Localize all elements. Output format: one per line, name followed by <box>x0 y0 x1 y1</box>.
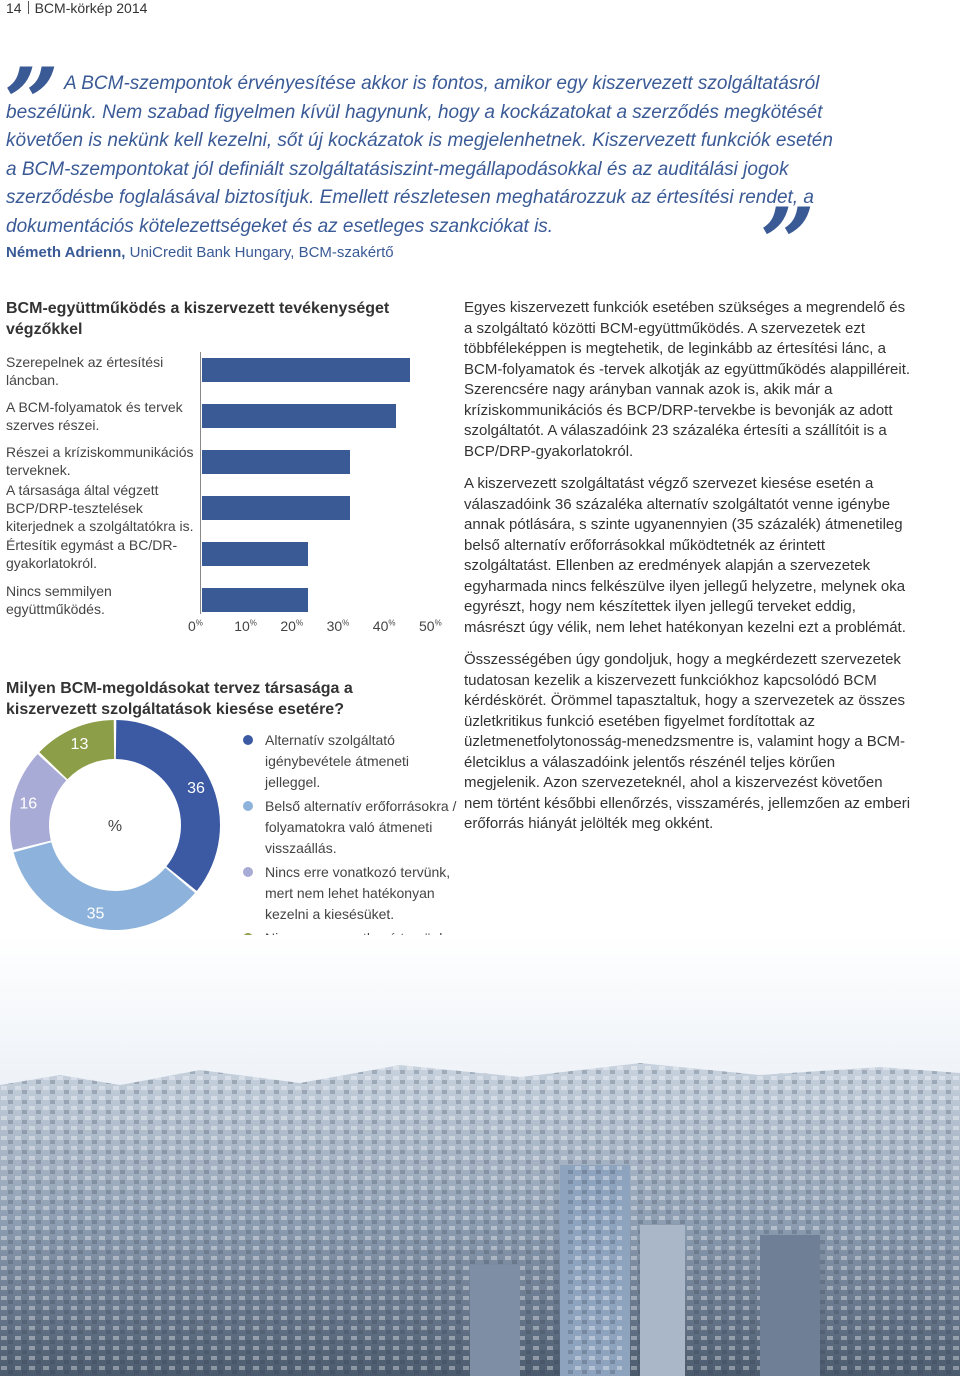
x-tick-label: 30% <box>326 618 350 634</box>
legend-label: Alternatív szolgáltató igénybevétele átmeneti jelleggel. <box>265 732 409 790</box>
quote-author <box>6 244 394 261</box>
legend-label: Nincs erre vonatkozó tervünk, mert nem lehet hatékonyan kezelni a kiesésüket. <box>265 864 451 922</box>
body-paragraph-3: Összességében úgy gondoljuk, hogy a megkérdezett szervezetek tudatosan kezelik a kiszervezett funkciókhoz kapcsolódó BCM kérdéskörét. Örömmel tapasztaltuk, hogy a szervezetek az összes üzletkritikus funkció esetében figyelmet fordítottak az üzletmenetfolytonosság-menedzsmentre is, valamint hogy a BCM-életciklus a válaszadóink jelentős részénél teljes körűen megjelenik. Azon szervezeteknél, ahol a kiszervezést követően nem történt későbbi ellenőrzés, visszamérés, jellemzően az emberi erőforrás hiányát jelölték meg okként. <box>464 651 911 832</box>
donut-chart-title: Milyen BCM-megoldásokat tervez társasága a kiszervezett szolgáltatások kiesése esetére? <box>6 680 353 718</box>
bar-chart-title: BCM-együttműködés a kiszervezett tevékenységet végzőkkel <box>6 300 390 338</box>
bar-label: A BCM-folyamatok és tervek szerves részei. <box>6 399 183 433</box>
donut-slice-value: 16 <box>19 795 38 813</box>
bar-label: Értesítik egymást a BC/DR-gyakorlatokról. <box>6 537 178 571</box>
bar-label: Szerepelnek az értesítési láncban. <box>6 354 164 388</box>
bar <box>202 404 396 428</box>
quote-author-name: Németh Adrienn, <box>6 244 126 261</box>
x-tick-label: 10% <box>234 618 257 634</box>
legend-item <box>243 862 458 925</box>
bar-label: A társasága által végzett BCP/DRP-tesztelések kiterjednek a szolgáltatókra is. <box>6 482 194 534</box>
legend-label: Belső alternatív erőforrásokra / folyamatokra való átmeneti visszaállás. <box>265 798 457 856</box>
donut-slice-value: 36 <box>187 779 205 797</box>
x-tick-label: 0% <box>188 618 203 634</box>
donut-slice-value: 35 <box>86 905 105 923</box>
legend-dot-icon <box>243 801 253 811</box>
donut-slice-value: 13 <box>70 735 89 753</box>
bar <box>202 588 308 612</box>
header-divider <box>28 1 29 14</box>
city-skyline-photo <box>0 935 960 1376</box>
bar <box>202 358 410 382</box>
body-paragraph-1: Egyes kiszervezett funkciók esetében szükséges a megrendelő és a szolgáltató közötti BCM-együttműködés. A szervezetek ezt többféleképpen is megtehetik, de leginkább az értesítési lánc, a BCM-folyamatok és -tervek alkotják az együttműködés alappilléreit. Szerencsére nagy arányban vannak azok is, akik már a kríziskommunikációs és BCP/DRP-tervekbe is bevonják az adott szolgáltatót. A válaszadóink 23 százaléka értesíti a szállítóit is a BCP/DRP-gyakorlatokról. <box>464 299 911 460</box>
bar-label: Nincs semmilyen együttműködés. <box>6 583 112 617</box>
legend-item <box>243 730 458 793</box>
bar-label: Részei a kríziskommunikációs terveknek. <box>6 444 194 478</box>
donut-slice <box>116 720 220 891</box>
bar <box>202 496 350 520</box>
page-header <box>6 0 147 16</box>
open-quote-icon: ” <box>4 47 60 160</box>
legend-item <box>243 796 458 859</box>
close-quote-icon: ” <box>760 187 816 300</box>
body-paragraph-2: A kiszervezett szolgáltatást végző szervezet kiesése esetén a válaszadóink 36 százaléka alternatív szolgáltatót venne igénybe annak pótlására, s szinte ugyanennyien (35 százalék) átmenetileg belső alternatív erőforrásokkal működtetnék az érintett szolgáltatást. Ellenben az eredmények alapján a szervezetek egyharmada nincs felkészülve ilyen jellegű helyzetre, melynek oka egyrészt, hogy nem készítettek ilyen jellegű terveket eddig, másrészt úgy vélik, nem lehet hatékonyan kezelni ezt a problémát. <box>464 475 906 636</box>
donut-center-label: % <box>107 818 123 835</box>
x-tick-label: 20% <box>280 618 304 634</box>
quote-author-role: UniCredit Bank Hungary, BCM-szakértő <box>125 244 394 261</box>
publication-title: BCM-körkép 2014 <box>34 0 148 16</box>
pull-quote-text: A BCM-szempontok érvényesítése akkor is fontos, amikor egy kiszervezett szolgáltatásról beszélünk. Nem szabad figyelmen kívül hagynunk, hogy a kockázatokat a szerződés megkötését követően is nekünk kell kezelni, sőt új kockázatok is megjelenhetnek. Kiszervezett funkciók esetén a BCM-szempontokat jól definiált szolgáltatásiszint-megállapodásokkal és az auditálási jogok szerződésbe foglalásával biztosítjuk. Emellett részletesen meghatározzuk az értesítési rendet, a dokumentációs kötelezettségeket és az esetleges szankciókat is. <box>6 73 833 237</box>
legend-dot-icon <box>243 735 253 745</box>
x-tick-label: 50% <box>419 618 442 634</box>
x-tick-label: 40% <box>372 618 396 634</box>
bar <box>202 542 308 566</box>
donut-chart <box>0 720 240 930</box>
legend-dot-icon <box>243 867 253 877</box>
body-text-column <box>464 298 914 847</box>
bar <box>202 450 350 474</box>
page-number: 14 <box>6 0 22 16</box>
